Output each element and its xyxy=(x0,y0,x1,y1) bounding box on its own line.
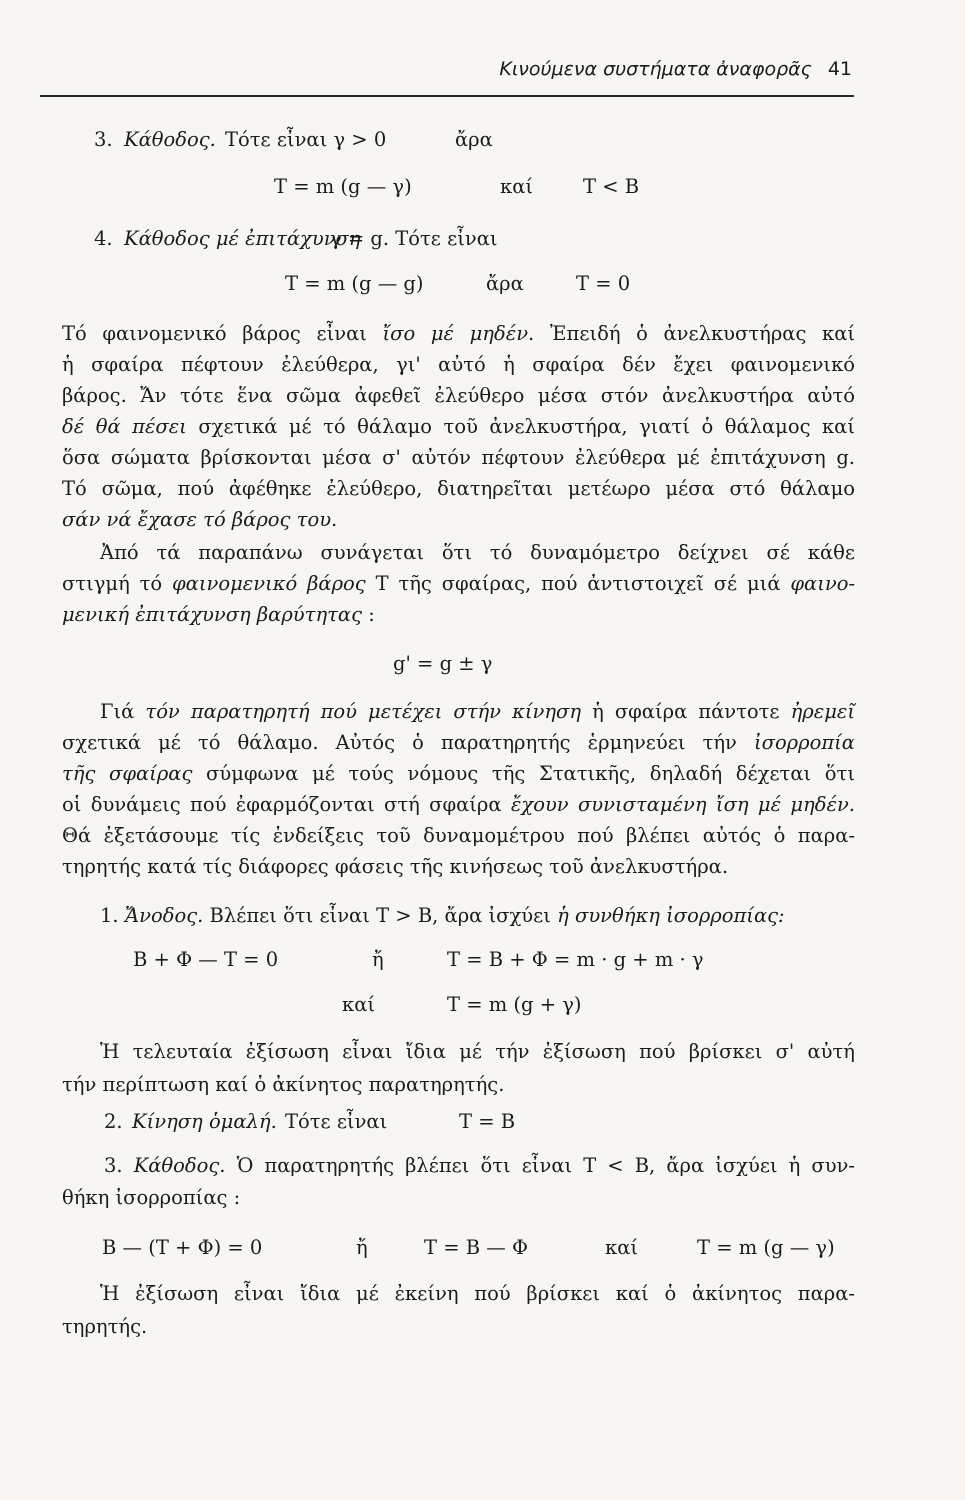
paragraph-line: δέ θά πέσει σχετικά μέ τό θάλαμο τοῦ ἀνελκυστήρα, γιατί ὁ θάλαμος καί xyxy=(62,415,855,438)
text: γ = g. Τότε εἶναι xyxy=(330,227,498,250)
paragraph-line: Ἀπό τά παραπάνω συνάγεται ὅτι τό δυναμόμετρο δείχνει σέ κάθε xyxy=(100,541,855,564)
page-number: 41 xyxy=(827,58,852,80)
equation: Β + Φ — Τ = 0 xyxy=(133,948,279,971)
paragraph-line: οἱ δυνάμεις πού ἐφαρμόζονται στή σφαίρα ἔχουν συνισταμένη ἴση μέ μηδέν. xyxy=(62,793,855,816)
paragraph-line: ὅσα σώματα βρίσκονται μέσα σ' αὐτόν πέφτουν ἐλεύθερα μέ ἐπιτάχυνση g. xyxy=(62,446,855,469)
paragraph-line: βάρος. Ἄν τότε ἕνα σῶμα ἀφεθεῖ ἐλεύθερο μέσα στόν ἀνελκυστήρα αὐτό xyxy=(62,384,855,407)
paragraph-line: 1. Ἄνοδος. Βλέπει ὅτι εἶναι Τ > Β, ἄρα ἰσχύει ἡ συνθήκη ἰσορροπίας: xyxy=(100,904,785,927)
text: Τότε εἶναι γ > 0 xyxy=(225,128,387,151)
text: καί xyxy=(605,1236,639,1259)
text: καί xyxy=(342,993,376,1016)
paragraph-line: σχετικά μέ τό θάλαμο. Αὐτός ὁ παρατηρητής ἑρμηνεύει τήν ἰσορροπία xyxy=(62,731,855,754)
case-heading: Κίνηση ὁμαλή. xyxy=(132,1110,277,1133)
equation: Τ = m (g — γ) xyxy=(274,175,412,198)
case-heading: Κάθοδος. xyxy=(124,128,216,151)
paragraph-line: ἡ σφαίρα πέφτουν ἐλεύθερα, γι' αὐτό ἡ σφαίρα δέν ἔχει φαινομενικό xyxy=(62,353,855,376)
paragraph-line: μενική ἐπιτάχυνση βαρύτητας : xyxy=(62,603,375,626)
text: ἤ xyxy=(356,1236,368,1259)
paragraph-line: Γιά τόν παρατηρητή πού μετέχει στήν κίνηση ἡ σφαίρα πάντοτε ἠρεμεῖ xyxy=(100,700,855,723)
equation: Β — (Τ + Φ) = 0 xyxy=(102,1236,263,1259)
running-title: Κινούμενα συστήματα ἀναφορᾶς xyxy=(499,58,812,80)
equation: g' = g ± γ xyxy=(393,652,493,675)
paragraph-line: τῆς σφαίρας σύμφωνα μέ τούς νόμους τῆς Στατικῆς, δηλαδή δέχεται ὅτι xyxy=(62,762,855,785)
paragraph-line: Ἡ τελευταία ἐξίσωση εἶναι ἴδια μέ τήν ἐξίσωση πού βρίσκει σ' αὐτή xyxy=(100,1040,855,1063)
paragraph-line: Θά ἐξετάσουμε τίς ἐνδείξεις τοῦ δυναμομέτρου πού βλέπει αὐτός ὁ παρα- xyxy=(62,824,855,847)
text: ἄρα xyxy=(486,272,524,295)
paragraph-line: Τό φαινομενικό βάρος εἶναι ἴσο μέ μηδέν. Ἐπειδή ὁ ἀνελκυστήρας καί xyxy=(62,322,856,345)
running-header xyxy=(0,58,852,80)
paragraph-line: τηρητής κατά τίς διάφορες φάσεις τῆς κινήσεως τοῦ ἀνελκυστήρα. xyxy=(62,855,729,878)
paragraph-line: στιγμή τό φαινομενικό βάρος Τ τῆς σφαίρας, πού ἀντιστοιχεῖ σέ μιά φαινο- xyxy=(62,572,856,595)
case-heading: Κάθοδος μέ ἐπιτάχυνση xyxy=(124,227,361,250)
equation: Τ = m (g — g) xyxy=(285,272,424,295)
equation: Τ = Β — Φ xyxy=(424,1236,528,1259)
paragraph-line: Τό σῶμα, πού ἀφέθηκε ἐλεύθερο, διατηρεῖται μετέωρο μέσα στό θάλαμο xyxy=(62,477,855,500)
paragraph-line: τήν περίπτωση καί ὁ ἀκίνητος παρατηρητής. xyxy=(62,1073,505,1096)
equation: Τ = Β + Φ = m · g + m · γ xyxy=(447,948,704,971)
paragraph-line: 3. Κάθοδος. Ὁ παρατηρητής βλέπει ὅτι εἶναι Τ < Β, ἄρα ἰσχύει ἡ συν- xyxy=(104,1154,856,1177)
equation: Τ < Β xyxy=(583,175,640,198)
header-rule xyxy=(40,95,854,97)
paragraph-line: σάν νά ἔχασε τό βάρος του. xyxy=(62,508,338,531)
item-number: 3. xyxy=(94,128,113,151)
equation: Τ = 0 xyxy=(576,272,631,295)
equation: Τ = Β xyxy=(459,1110,516,1133)
equation: Τ = m (g + γ) xyxy=(447,993,582,1016)
paragraph-line: Ἡ ἐξίσωση εἶναι ἴδια μέ ἐκείνη πού βρίσκει καί ὁ ἀκίνητος παρα- xyxy=(100,1282,855,1305)
paragraph-line: τηρητής. xyxy=(62,1315,148,1338)
text: καί xyxy=(500,175,534,198)
text: ἤ xyxy=(372,948,384,971)
text: Τότε εἶναι xyxy=(285,1110,388,1133)
item-number: 4. xyxy=(94,227,113,250)
paragraph-line: θήκη ἰσορροπίας : xyxy=(62,1186,241,1209)
equation: Τ = m (g — γ) xyxy=(697,1236,835,1259)
text: ἄρα xyxy=(455,128,493,151)
item-number: 2. xyxy=(104,1110,123,1133)
